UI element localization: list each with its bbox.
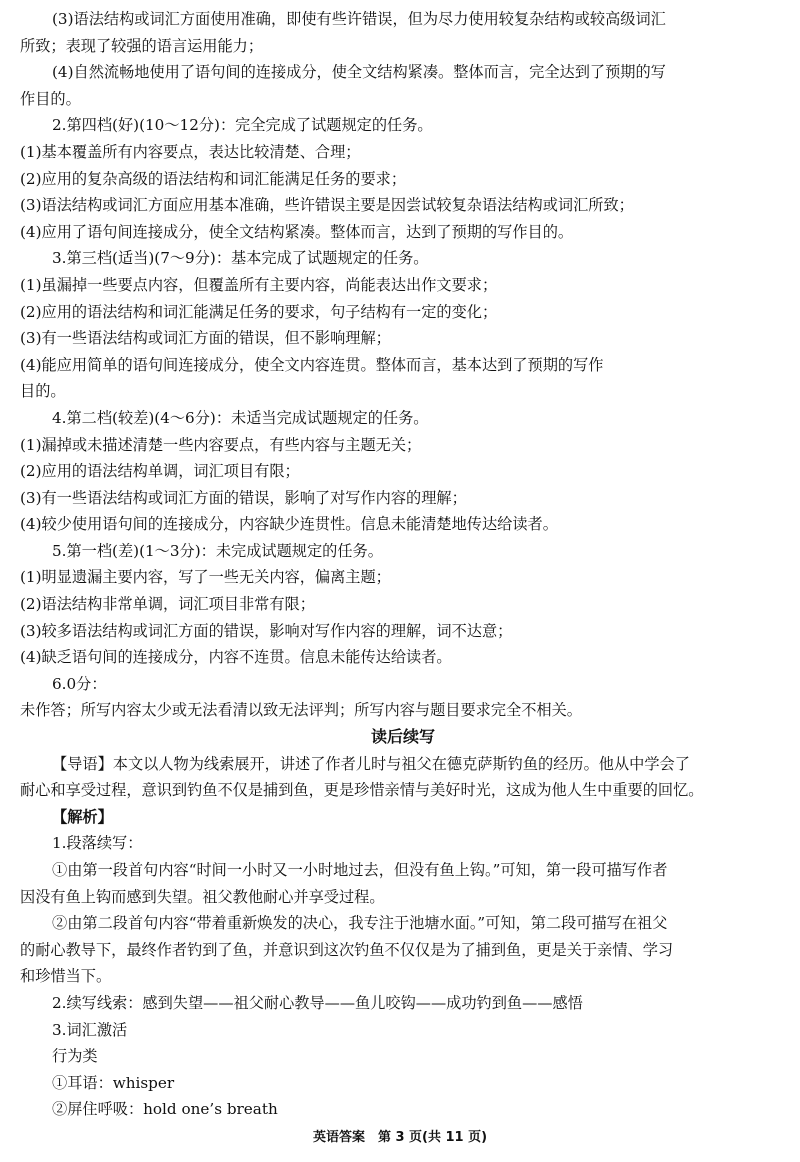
grade-heading: 6.0分： [52,674,107,693]
text-line: (3)较多语法结构或词汇方面的错误，影响对写作内容的理解，词不达意； [20,621,513,640]
text-line: 2.续写线索：感到失望——祖父耐心教导——鱼儿咬钩——成功钓到鱼——感悟 [52,993,583,1012]
text-line: (1)基本覆盖所有内容要点，表达比较清楚、合理； [20,142,361,161]
text-line: 和珍惜当下。 [20,967,112,986]
intro-line: 【导语】本文以人物为线索展开，讲述了作者儿时与祖父在德克萨斯钓鱼的经历。他从中学会了 [52,754,690,773]
grade-heading: 5.第一档(差)(1～3分)：未完成试题规定的任务。 [52,541,383,560]
text-line: 所致；表现了较强的语言运用能力； [20,36,263,55]
text-line: ①由第一段首句内容“时间一小时又一小时地过去，但没有鱼上钩。”可知，第一段可描写作者 [52,861,668,879]
grade-heading: 4.第二档(较差)(4～6分)：未适当完成试题规定的任务。 [52,408,429,427]
text-line: 的耐心教导下，最终作者钓到了鱼，并意识到这次钓鱼不仅仅是为了捕到鱼，更是关于亲情、学习 [20,940,674,959]
text-line: ②由第二段首句内容“带着重新焕发的决心，我专注于池塘水面。”可知，第二段可描写在祖父 [52,914,668,933]
text-line: (4)应用了语句间连接成分，使全文结构紧凑。整体而言，达到了预期的写作目的。 [20,222,574,241]
section-title: 读后续写 [370,727,435,747]
text-line: 目的。 [20,382,66,401]
text-line: (4)能应用简单的语句间连接成分，使全文内容连贯。整体而言，基本达到了预期的写作 [20,355,604,374]
text-line: 3.词汇激活 [52,1020,128,1039]
text-line: (1)明显遗漏主要内容，写了一些无关内容，偏离主题； [20,568,391,587]
answer-text-block [20,6,786,1123]
text-line: (2)应用的语法结构单调，词汇项目有限； [20,462,300,481]
text-line: 因没有鱼上钩而感到失望。祖父教他耐心并享受过程。 [20,887,385,906]
text-line: 行为类 [52,1047,98,1066]
text-line: (3)语法结构或词汇方面应用基本准确，些许错误主要是因尝试较复杂语法结构或词汇所致； [20,196,634,215]
text-line: (3)语法结构或词汇方面使用准确，即使有些许错误，但为尽力使用较复杂结构或较高级词汇 [52,10,666,28]
text-line: ①耳语：whisper [52,1073,175,1092]
grade-heading: 2.第四档(好)(10～12分)：完全完成了试题规定的任务。 [52,116,433,135]
grade-heading: 3.第三档(适当)(7～9分)：基本完成了试题规定的任务。 [52,249,429,268]
text-line: (4)较少使用语句间的连接成分，内容缺少连贯性。信息未能清楚地传达给读者。 [20,515,558,534]
text-line: (4)缺乏语句间的连接成分，内容不连贯。信息未能传达给读者。 [20,648,452,667]
text-line: 1.段落续写： [52,834,143,853]
intro-line: 耐心和享受过程，意识到钓鱼不仅是捕到鱼，更是珍惜亲情与美好时光，这成为他人生中重要的回忆。 [20,781,704,800]
page-footer: 英语答案 第 3 页(共 11 页) [312,1130,488,1145]
text-line: (2)应用的语法结构和词汇能满足任务的要求，句子结构有一定的变化； [20,302,498,321]
text-line: (3)有一些语法结构或词汇方面的错误，但不影响理解； [20,329,391,348]
text-line: (2)应用的复杂高级的语法结构和词汇能满足任务的要求； [20,169,407,188]
analysis-heading: 【解析】 [52,807,113,826]
text-line: (1)虽漏掉一些要点内容，但覆盖所有主要内容，尚能表达出作文要求； [20,275,498,294]
text-line: ②屏住呼吸：hold one’s breath [52,1100,278,1119]
text-line: (1)漏掉或未描述清楚一些内容要点，有些内容与主题无关； [20,435,422,454]
text-line: 未作答；所写内容太少或无法看清以致无法评判；所写内容与题目要求完全不相关。 [20,701,582,720]
text-line: (2)语法结构非常单调，词汇项目非常有限； [20,595,315,614]
text-line: (4)自然流畅地使用了语句间的连接成分，使全文结构紧凑。整体而言，完全达到了预期的写 [52,63,666,82]
text-line: 作目的。 [20,89,81,108]
text-line: (3)有一些语法结构或词汇方面的错误，影响了对写作内容的理解； [20,488,467,507]
